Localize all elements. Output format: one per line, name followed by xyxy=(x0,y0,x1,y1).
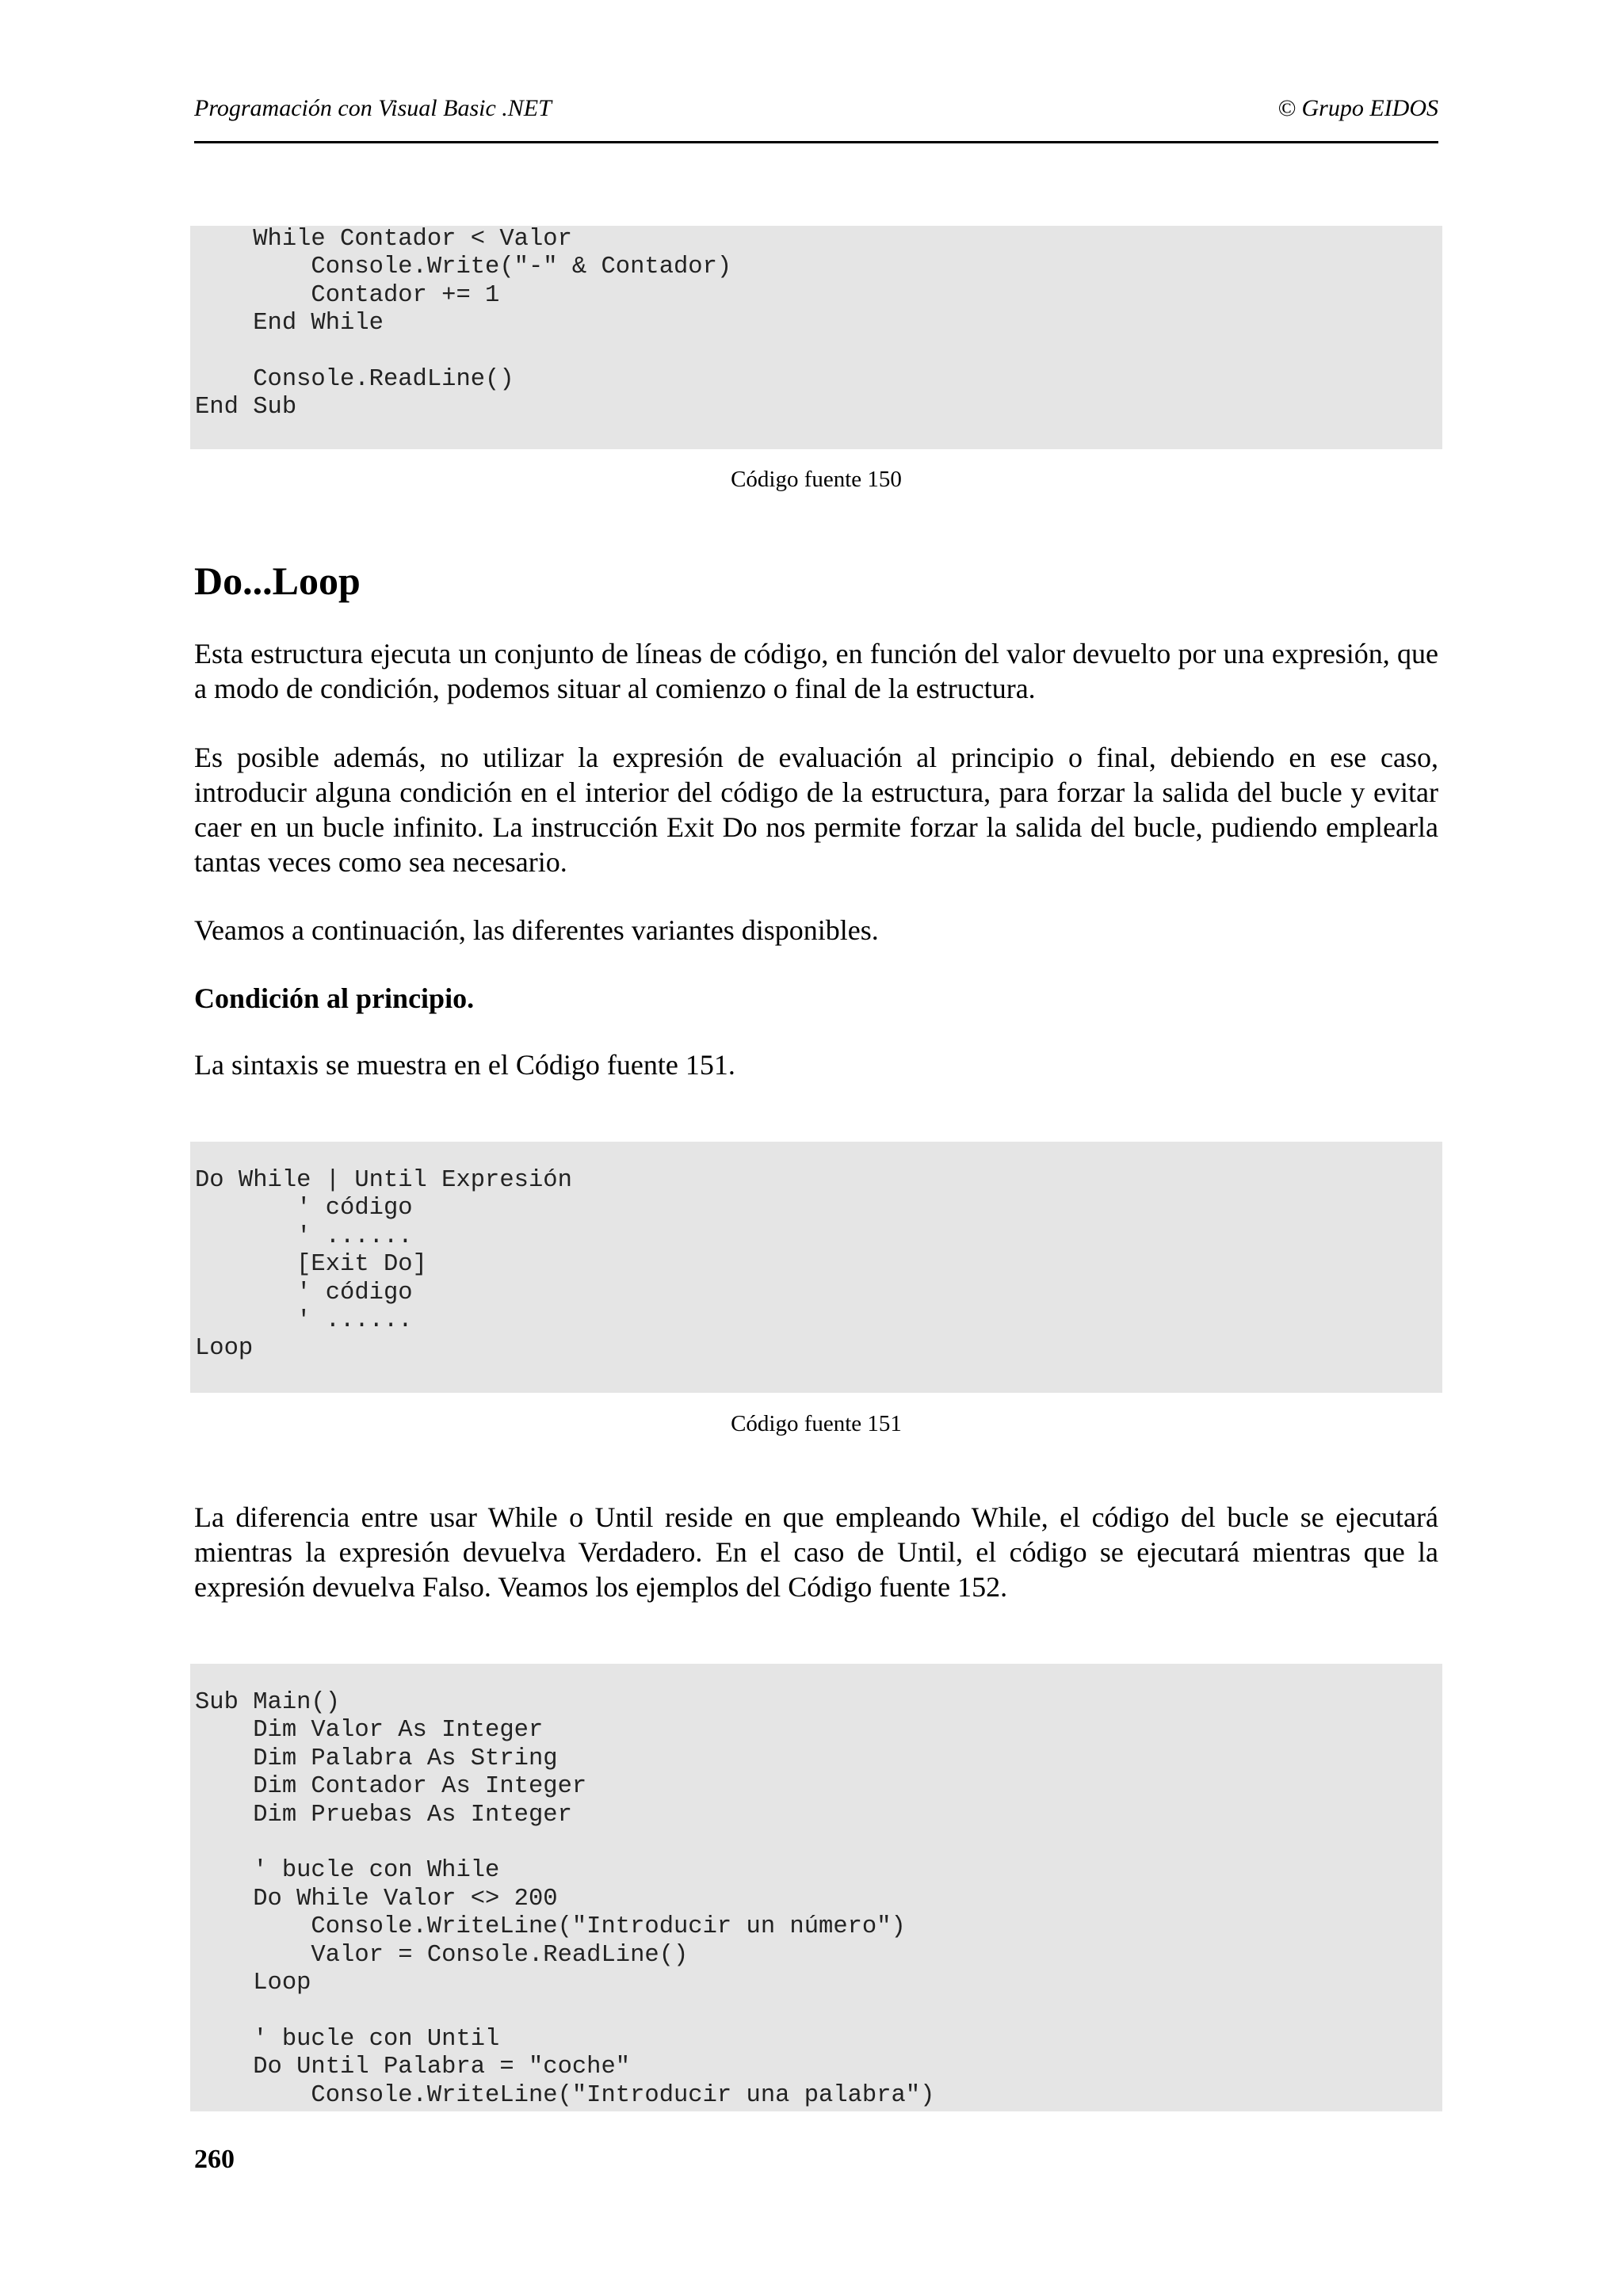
page-number: 260 xyxy=(194,2145,235,2174)
subheading-condition-start: Condición al principio. xyxy=(194,982,475,1014)
code-block-151: Do While | Until Expresión ' código ' ...... [Exit Do] ' código ' ...... Loop xyxy=(190,1142,1442,1393)
paragraph-variants: Veamos a continuación, las diferentes variantes disponibles. xyxy=(194,914,879,946)
code-caption-150: Código fuente 150 xyxy=(731,467,902,492)
page-header xyxy=(194,95,1438,143)
code-block-150: While Contador < Valor Console.Write("-" & Contador) Contador += 1 End While Console.ReadLine() End Sub xyxy=(190,226,1442,449)
code-block-152: Sub Main() Dim Valor As Integer Dim Palabra As String Dim Contador As Integer Dim Pruebas As Integer ' bucle con While Do While Valor <> 200 Console.WriteLine("Introducir un número") Valor = Console.ReadLine() Loop ' bucle con Until Do Until Palabra = "coche" Console.WriteLine("Introducir una palabra") xyxy=(190,1664,1442,2111)
code-caption-151: Código fuente 151 xyxy=(731,1411,902,1436)
copyright-notice: © Grupo EIDOS xyxy=(1277,95,1438,121)
book-title: Programación con Visual Basic .NET xyxy=(194,95,552,121)
paragraph-while-until: La diferencia entre usar While o Until reside en que empleando While, el código del bucle se ejecutará mientras la expresión devuelva Verdadero. En el caso de Until, el código se ejecutará mientras que la expresión devuelva Falso. Veamos los ejemplos del Código fuente 152. xyxy=(194,1501,1438,1603)
paragraph-exit-do: Es posible además, no utilizar la expresión de evaluación al principio o final, debiendo en ese caso, introducir alguna condición en el interior del código de la estructura, para forzar la salida del bucle y evitar caer en un bucle infinito. La instrucción Exit Do nos permite forzar la salida del bucle, pudiendo emplearla tantas veces como sea necesario. xyxy=(194,742,1438,878)
section-heading: Do...Loop xyxy=(194,559,361,603)
paragraph-syntax: La sintaxis se muestra en el Código fuente 151. xyxy=(194,1049,735,1081)
paragraph-intro: Esta estructura ejecuta un conjunto de líneas de código, en función del valor devuelto por una expresión, que a modo de condición, podemos situar al comienzo o final de la estructura. xyxy=(194,638,1438,704)
